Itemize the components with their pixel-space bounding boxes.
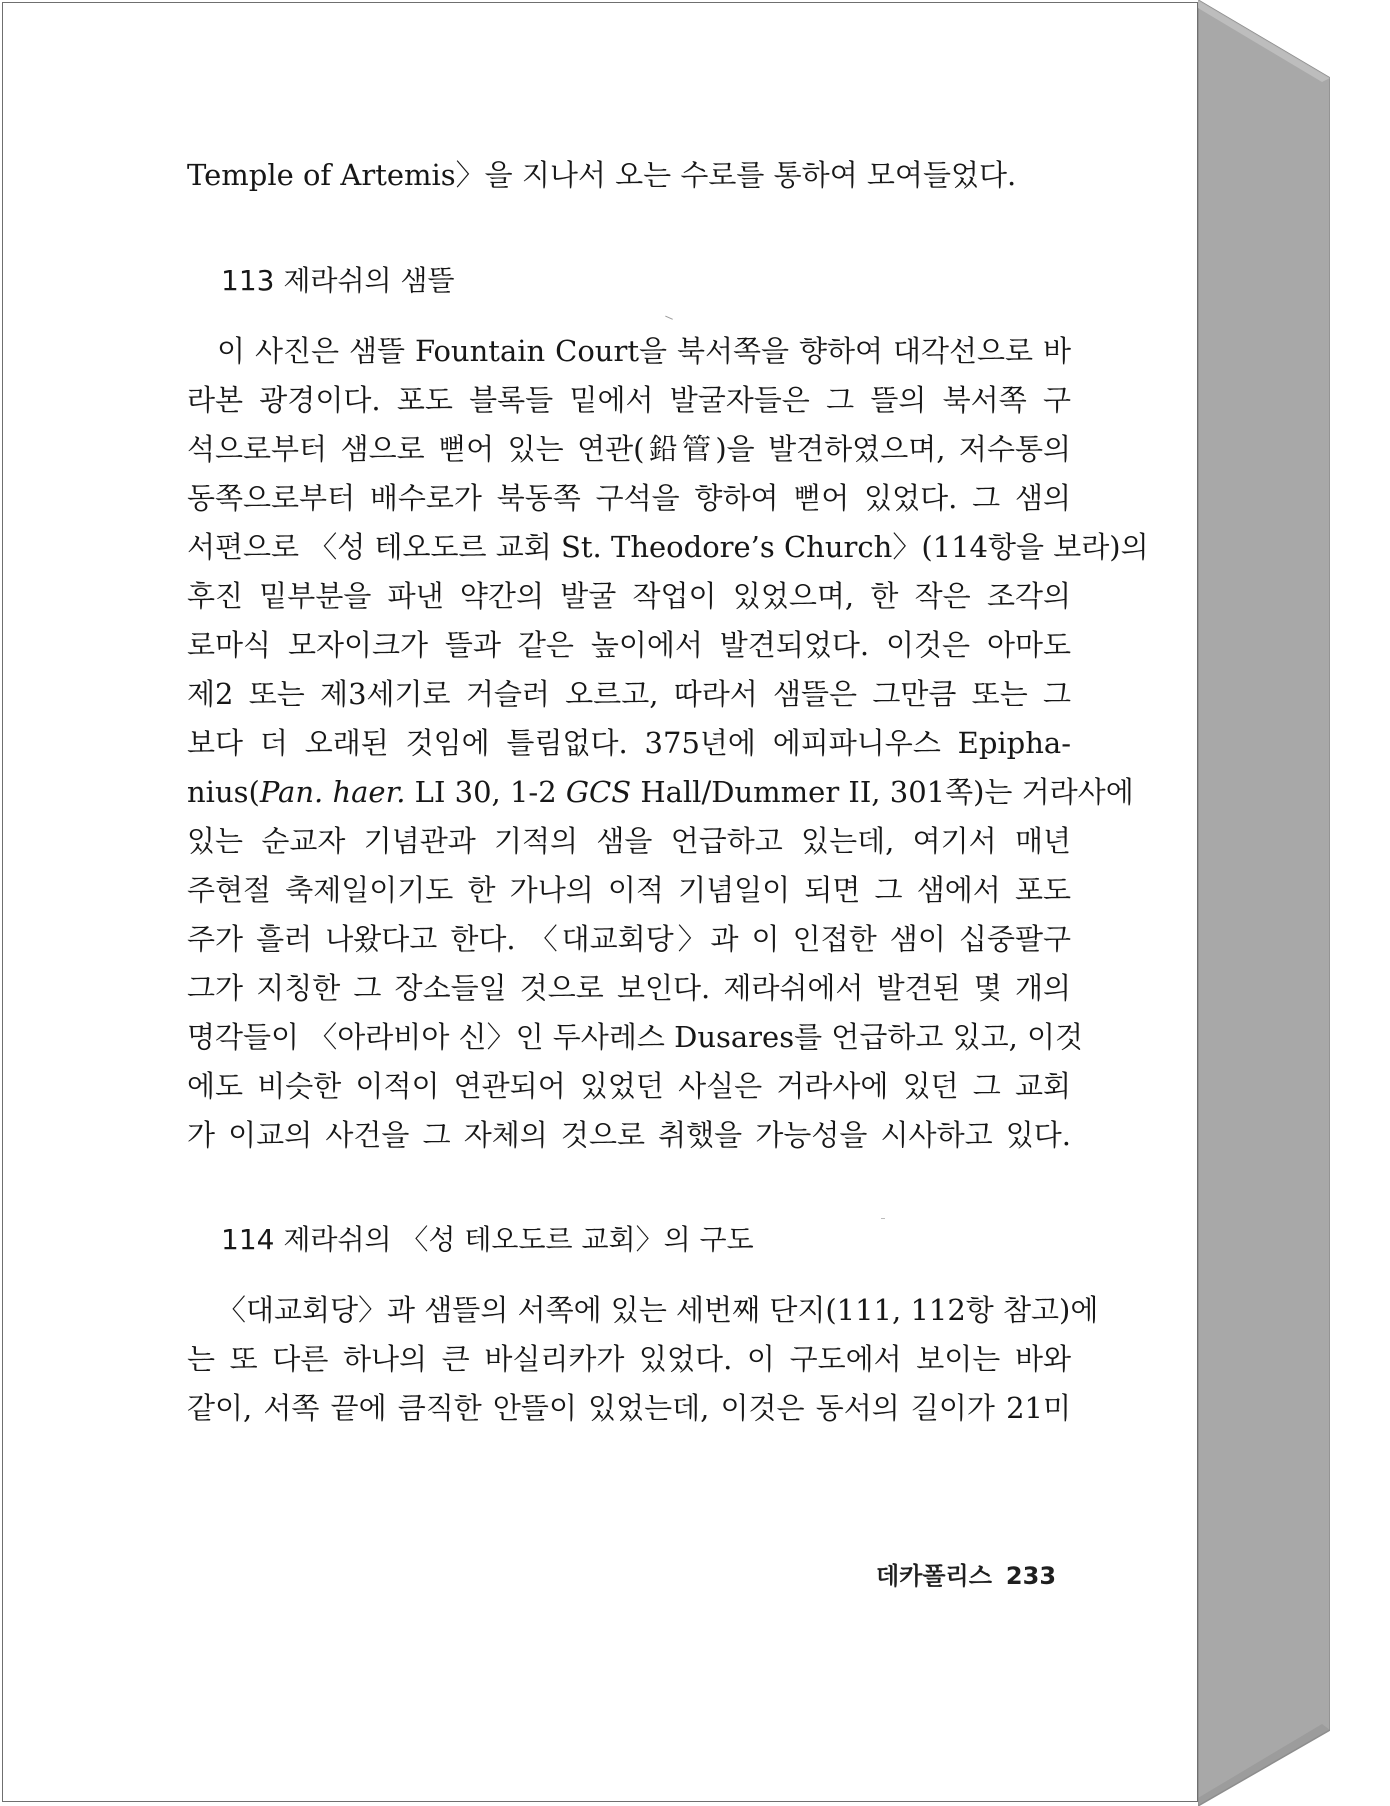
section-heading-114: 114 제라쉬의 〈성 테오도르 교회〉의 구도 xyxy=(221,1223,754,1256)
paragraph-line: 보다 더 오래된 것임에 틀림없다. 375년에 에피파니우스 Epipha- xyxy=(187,726,1071,760)
paragraph-line: 석으로부터 샘으로 뻗어 있는 연관(鉛管)을 발견하였으며, 저수통의 xyxy=(187,432,1071,466)
paragraph-line: 후진 밑부분을 파낸 약간의 발굴 작업이 있었으며, 한 작은 조각의 xyxy=(187,579,1071,613)
paragraph-line: 로마식 모자이크가 뜰과 같은 높이에서 발견되었다. 이것은 아마도 xyxy=(187,628,1071,662)
paragraph-line: 같이, 서쪽 끝에 큼직한 안뜰이 있었는데, 이것은 동서의 길이가 21미 xyxy=(187,1391,1071,1425)
paragraph-line: 이 사진은 샘뜰 Fountain Court을 북서쪽을 향하여 대각선으로 바 xyxy=(217,334,1071,368)
citation-continuation: Hall/Dummer II, 301쪽)는 거라사에 xyxy=(631,775,1134,809)
running-footer xyxy=(876,1556,1056,1591)
citation-reference: LI 30, 1-2 xyxy=(405,775,566,809)
continued-line: Temple of Artemis〉을 지나서 오는 수로를 통하여 모여들었다. xyxy=(187,158,1017,192)
page-number: 233 xyxy=(1005,1562,1057,1590)
paragraph-line: 서편으로 〈성 테오도르 교회 St. Theodore’s Church〉(114항을 보라)의 xyxy=(187,530,1149,564)
paragraph-line: 그가 지칭한 그 장소들일 것으로 보인다. 제라쉬에서 발견된 몇 개의 xyxy=(187,971,1071,1005)
footer-title: 데카폴리스 xyxy=(876,1562,992,1590)
paragraph-line: 라본 광경이다. 포도 블록들 밑에서 발굴자들은 그 뜰의 북서쪽 구 xyxy=(187,383,1071,417)
citation-italic-work: Pan. haer. xyxy=(259,775,406,809)
citation-italic-series: GCS xyxy=(565,775,632,809)
book-page xyxy=(2,2,1198,1802)
paragraph-line: 는 또 다른 하나의 큰 바실리카가 있었다. 이 구도에서 보이는 바와 xyxy=(187,1342,1071,1376)
paragraph-line: 명각들이 〈아라비아 신〉인 두사레스 Dusares를 언급하고 있고, 이것 xyxy=(187,1020,1084,1054)
paragraph-line: 주가 흘러 나왔다고 한다. 〈대교회당〉과 이 인접한 샘이 십중팔구 xyxy=(187,922,1071,956)
page-text xyxy=(187,151,1149,1433)
paragraph-line: 제2 또는 제3세기로 거슬러 오르고, 따라서 샘뜰은 그만큼 또는 그 xyxy=(187,677,1071,711)
section-heading-113: 113 제라쉬의 샘뜰 xyxy=(221,264,455,297)
section-gap xyxy=(187,1160,1071,1215)
paragraph-line: 동쪽으로부터 배수로가 북동쪽 구석을 향하여 뻗어 있었다. 그 샘의 xyxy=(187,481,1071,515)
citation-prefix: nius( xyxy=(187,775,260,809)
paragraph-line: 〈대교회당〉과 샘뜰의 서쪽에 있는 세번째 단지(111, 112항 참고)에 xyxy=(217,1293,1099,1327)
paragraph-line: 에도 비슷한 이적이 연관되어 있었던 사실은 거라사에 있던 그 교회 xyxy=(187,1069,1071,1103)
heading-gap xyxy=(187,1264,1071,1286)
paragraph-line-with-citation xyxy=(187,768,1134,817)
heading-gap xyxy=(187,305,1071,327)
paragraph-line: 있는 순교자 기념관과 기적의 샘을 언급하고 있는데, 여기서 매년 xyxy=(187,824,1071,858)
paragraph-line: 가 이교의 사건을 그 자체의 것으로 취했을 가능성을 시사하고 있다. xyxy=(187,1118,1071,1152)
page-edge xyxy=(1198,0,1330,1806)
section-gap xyxy=(187,200,1071,256)
paragraph-line: 주현절 축제일이기도 한 가나의 이적 기념일이 되면 그 샘에서 포도 xyxy=(187,873,1071,907)
